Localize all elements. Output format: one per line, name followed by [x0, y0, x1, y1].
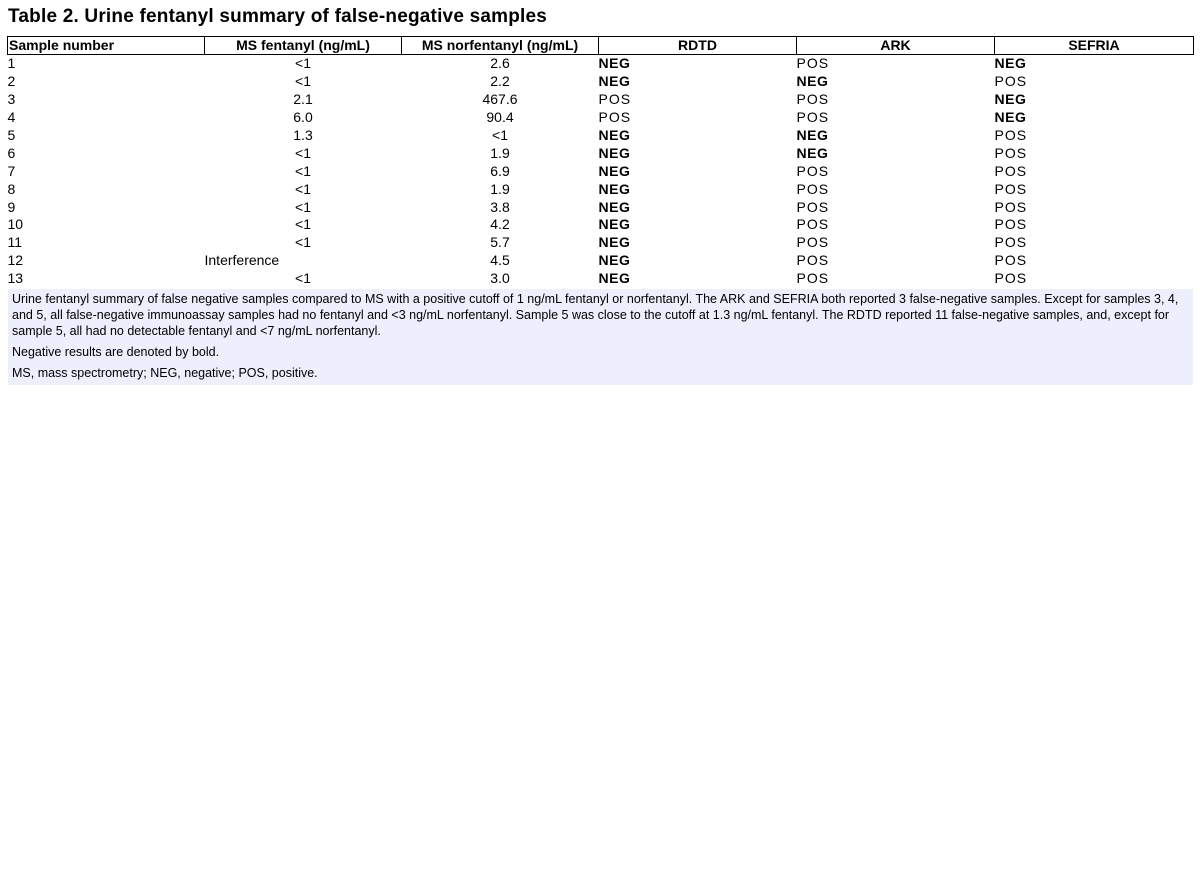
- cell-ark: POS: [796, 270, 830, 287]
- cell-ms-fentanyl: <1: [295, 216, 311, 233]
- cell-ms-norfentanyl: <1: [492, 127, 508, 143]
- cell-ms-fentanyl: <1: [295, 73, 311, 90]
- cell-ark: NEG: [796, 144, 829, 161]
- table-row: [8, 180, 1194, 198]
- cell-ms-norfentanyl: 2.2: [490, 73, 510, 90]
- cell-rdtd: NEG: [598, 252, 631, 269]
- cell-ms-fentanyl: Interference: [204, 252, 280, 269]
- cell-sefria: POS: [994, 127, 1028, 143]
- footnote-bold-legend: Negative results are denoted by bold.: [12, 345, 220, 359]
- cell-sefria: POS: [994, 73, 1028, 90]
- header-row: [8, 37, 1194, 55]
- cell-ms-norfentanyl: 6.9: [490, 162, 510, 179]
- cell-sample-number: 5: [7, 127, 16, 143]
- table-body: [8, 55, 1194, 288]
- cell-ms-norfentanyl: 467.6: [482, 91, 518, 108]
- cell-sample-number: 13: [7, 270, 24, 287]
- table-footnotes: [8, 289, 1193, 385]
- cell-ms-norfentanyl: 90.4: [486, 109, 514, 126]
- cell-ark: POS: [796, 55, 830, 72]
- col-header-rdtd: RDTD: [599, 37, 797, 55]
- cell-ms-norfentanyl: 3.8: [490, 198, 510, 215]
- cell-sample-number: 9: [7, 198, 16, 215]
- cell-ms-norfentanyl: 1.9: [490, 144, 510, 161]
- cell-ark: NEG: [796, 73, 829, 90]
- cell-rdtd: NEG: [598, 270, 631, 287]
- table-row: [8, 73, 1194, 91]
- cell-sample-number: 4: [7, 109, 16, 126]
- cell-ark: POS: [796, 91, 830, 108]
- table-row: [8, 216, 1194, 234]
- col-header-sample-number: Sample number: [8, 37, 205, 55]
- cell-sefria: POS: [994, 270, 1028, 287]
- table-row: [8, 198, 1194, 216]
- cell-rdtd: NEG: [598, 162, 631, 179]
- table-row: [8, 91, 1194, 109]
- cell-sefria: POS: [994, 252, 1028, 269]
- cell-rdtd: NEG: [598, 216, 631, 233]
- cell-ms-norfentanyl: 3.0: [490, 270, 510, 287]
- cell-ark: POS: [796, 180, 830, 197]
- cell-sample-number: 12: [7, 252, 24, 269]
- cell-sefria: POS: [994, 180, 1028, 197]
- cell-ark: POS: [796, 198, 830, 215]
- cell-ms-norfentanyl: 5.7: [490, 234, 510, 251]
- cell-sefria: POS: [994, 162, 1028, 179]
- table-row: [8, 252, 1194, 270]
- cell-sefria: POS: [994, 234, 1028, 251]
- cell-ark: POS: [796, 252, 830, 269]
- cell-ark: NEG: [796, 127, 829, 143]
- cell-sefria: NEG: [994, 109, 1027, 126]
- cell-ms-norfentanyl: 1.9: [490, 180, 510, 197]
- cell-ark: POS: [796, 216, 830, 233]
- cell-sample-number: 8: [7, 180, 16, 197]
- cell-rdtd: NEG: [598, 198, 631, 215]
- col-header-ms-fentanyl: MS fentanyl (ng/mL): [205, 37, 402, 55]
- cell-rdtd: NEG: [598, 73, 631, 90]
- footnote-abbreviations: MS, mass spectrometry; NEG, negative; POS, positive.: [12, 366, 318, 380]
- table-header: [8, 37, 1194, 55]
- cell-ark: POS: [796, 162, 830, 179]
- col-header-sefria: SEFRIA: [995, 37, 1194, 55]
- cell-sample-number: 6: [7, 144, 16, 161]
- cell-sample-number: 7: [7, 162, 16, 179]
- cell-rdtd: NEG: [598, 55, 631, 72]
- cell-sample-number: 3: [7, 91, 16, 108]
- cell-ms-fentanyl: <1: [295, 234, 311, 251]
- table-row: [8, 127, 1194, 145]
- cell-sefria: POS: [994, 216, 1028, 233]
- cell-ms-fentanyl: 2.1: [293, 91, 313, 108]
- results-table: [7, 36, 1194, 288]
- cell-ms-fentanyl: <1: [295, 144, 311, 161]
- cell-ms-norfentanyl: 4.2: [490, 216, 510, 233]
- footnote-summary: Urine fentanyl summary of false negative samples compared to MS with a positive cutoff of 1 ng/mL fentanyl or norfentanyl. The ARK and SEFRIA both reported 3 false-negative samples. Except for samples 3, 4, and 5, all false-negative immunoassay samples had no fentanyl and <3 ng/mL norfentanyl. Sample 5 was close to the cutoff at 1.3 ng/mL fentanyl. The RDTD reported 11 false-negative samples, and, except for sample 5, all had no detectable fentanyl and <7 ng/mL norfentanyl.: [12, 292, 1179, 338]
- cell-ms-fentanyl: <1: [295, 162, 311, 179]
- cell-sefria: NEG: [994, 55, 1027, 72]
- table-row: [8, 234, 1194, 252]
- col-header-ms-norfentanyl: MS norfentanyl (ng/mL): [402, 37, 599, 55]
- cell-ark: POS: [796, 109, 830, 126]
- cell-sample-number: 2: [7, 73, 16, 90]
- col-header-ark: ARK: [797, 37, 995, 55]
- cell-ms-fentanyl: <1: [295, 198, 311, 215]
- cell-ms-fentanyl: <1: [295, 55, 311, 72]
- cell-rdtd: NEG: [598, 180, 631, 197]
- cell-sefria: POS: [994, 144, 1028, 161]
- cell-ms-fentanyl: <1: [295, 180, 311, 197]
- cell-ms-norfentanyl: 4.5: [490, 252, 510, 269]
- cell-sample-number: 11: [7, 234, 23, 251]
- table-row: [8, 109, 1194, 127]
- cell-rdtd: NEG: [598, 144, 631, 161]
- cell-sefria: NEG: [994, 91, 1027, 108]
- cell-sefria: POS: [994, 198, 1028, 215]
- cell-sample-number: 1: [7, 55, 16, 72]
- cell-rdtd: POS: [598, 109, 632, 126]
- cell-ms-fentanyl: 6.0: [293, 109, 313, 126]
- cell-rdtd: POS: [598, 91, 632, 108]
- cell-rdtd: NEG: [598, 127, 631, 143]
- table-title: Table 2. Urine fentanyl summary of false-negative samples: [8, 6, 548, 27]
- cell-ark: POS: [796, 234, 830, 251]
- cell-sample-number: 10: [7, 216, 24, 233]
- table-row: [8, 144, 1194, 162]
- cell-ms-fentanyl: <1: [295, 270, 311, 287]
- cell-ms-fentanyl: 1.3: [293, 127, 313, 143]
- table-row: [8, 162, 1194, 180]
- cell-rdtd: NEG: [598, 234, 631, 251]
- cell-ms-norfentanyl: 2.6: [490, 55, 510, 72]
- table-row: [8, 55, 1194, 73]
- table-row: [8, 270, 1194, 288]
